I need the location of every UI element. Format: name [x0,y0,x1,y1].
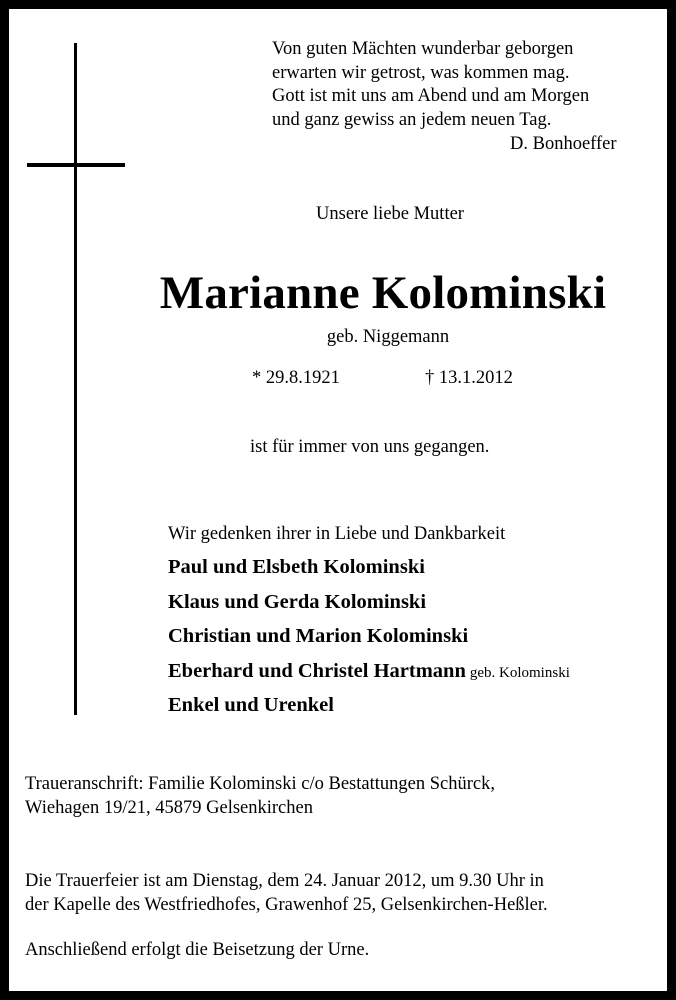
poem-line: und ganz gewiss an jedem neuen Tag. [272,109,552,130]
poem [272,38,652,132]
poem-line: erwarten wir getrost, was kommen mag. [272,62,570,83]
mourner-name: Eberhard und Christel Hartmann [168,659,466,682]
maiden-name: geb. Niggemann [326,327,450,347]
death-date: † 13.1.2012 [425,368,513,388]
list-item [168,590,570,625]
notice-intro: Unsere liebe Mutter [316,204,464,224]
mourner-name: Enkel und Urenkel [168,694,334,716]
deceased-name: Marianne Kolominski [159,267,607,319]
passed-away-text: ist für immer von uns gegangen. [250,437,490,457]
poem-line: Gott ist mit uns am Abend und am Morgen [272,86,590,106]
mourners-intro: Wir gedenken ihrer in Liebe und Dankbarkeit [168,524,506,544]
birth-date: * 29.8.1921 [252,368,340,388]
mourners-list [168,555,570,728]
list-item [168,555,570,590]
list-item [168,624,570,659]
funeral-service [25,869,548,917]
service-line: der Kapelle des Westfriedhofes, Grawenhof 25, Gelsenkirchen-Heßler. [25,895,548,915]
cross-icon-horizontal-bar [27,163,125,167]
address-line: Traueranschrift: Familie Kolominski c/o Bestattungen Schürck, [25,774,495,794]
list-item [168,659,570,694]
address-line: Wiehagen 19/21, 45879 Gelsenkirchen [25,798,313,818]
cross-icon-vertical-bar [74,43,77,715]
poem-line: Von guten Mächten wunderbar geborgen [272,39,574,59]
service-line: Die Trauerfeier ist am Dienstag, dem 24. Januar 2012, um 9.30 Uhr in [25,871,544,891]
mourner-name: Klaus und Gerda Kolominski [168,590,427,613]
mourning-address [25,772,495,820]
mourner-name: Paul und Elsbeth Kolominski [168,556,425,578]
urn-burial-text: Anschließend erfolgt die Beisetzung der Urne. [25,940,370,960]
mourner-note: geb. Kolominski [469,664,570,681]
poem-author: D. Bonhoeffer [510,134,617,154]
list-item [168,693,570,728]
mourner-name: Christian und Marion Kolominski [168,625,469,647]
